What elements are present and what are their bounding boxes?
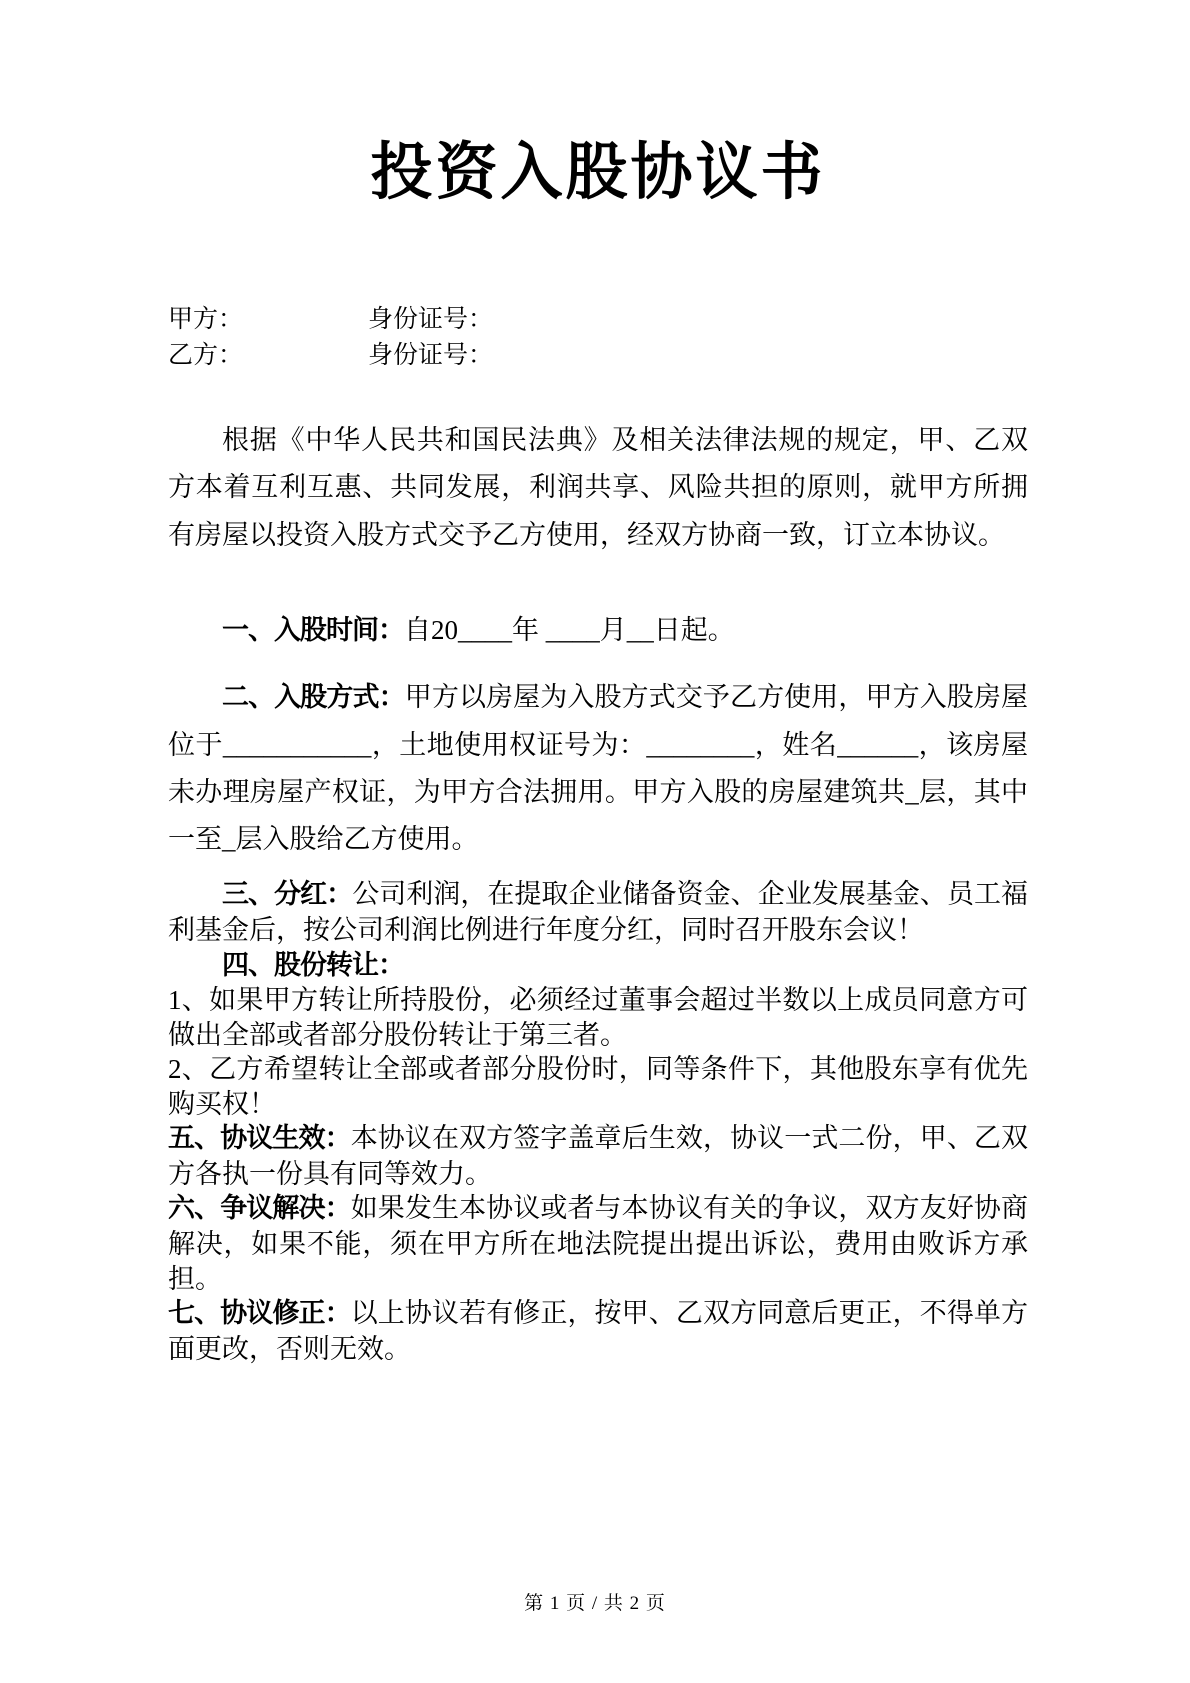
section-7-heading: 七、协议修正： <box>168 1298 351 1330</box>
section-3 <box>168 877 1028 947</box>
section-2-gap <box>168 863 1028 877</box>
section-4-heading: 四、股份转让： <box>222 949 404 981</box>
section-6-body: 如果发生本协议或者与本协议有关的争议，双方友好协商解决，如果不能，须在甲方所在地法院提出提出诉讼，费用由败诉方承担。 <box>168 1193 1029 1294</box>
section-5-body: 本协议在双方签字盖章后生效，协议一式二份，甲、乙双方各执一份具有同等效力。 <box>168 1123 1029 1189</box>
section-5-heading: 五、协议生效： <box>168 1123 351 1155</box>
section-2-heading: 二、入股方式： <box>222 682 405 714</box>
section-7-body: 以上协议若有修正，按甲、乙双方同意后更正，不得单方面更改，否则无效。 <box>168 1298 1029 1364</box>
section-5 <box>168 1121 1028 1191</box>
title-spacer <box>168 206 1028 302</box>
section-7 <box>168 1296 1028 1366</box>
party-label-yifang: 乙方： <box>168 341 244 369</box>
section-1-gap <box>168 648 1028 674</box>
section-4 <box>168 948 1028 984</box>
party-id-label-jiafang: 身份证号： <box>368 306 494 334</box>
section-3-body: 公司利润，在提取企业储备资金、企业发展基金、员工福利基金后，按公司利润比例进行年度分红，同时召开股东会议！ <box>168 879 1029 946</box>
party-block <box>168 302 1028 373</box>
party-id-label-yifang: 身份证号： <box>368 341 494 369</box>
section-1 <box>168 613 1028 649</box>
transfer-item-1: 1、如果甲方转让所持股份，必须经过董事会超过半数以上成员同意方可做出全部或者部分股份转让于第三者。 <box>168 985 1028 1050</box>
section-1-body: 自20____年 ____月__日起。 <box>404 614 735 645</box>
transfer-item-2: 2、乙方希望转让全部或者部分股份时，同等条件下，其他股东享有优先购买权！ <box>168 1054 1028 1119</box>
document-content <box>168 0 1028 1366</box>
party-label-jiafang: 甲方： <box>168 306 244 334</box>
preamble-gap <box>168 559 1028 613</box>
section-2 <box>168 674 1028 863</box>
preamble-paragraph: 根据《中华人民共和国民法典》及相关法律法规的规定，甲、乙双方本着互利互惠、共同发展，利润共享、风险共担的原则，就甲方所拥有房屋以投资入股方式交予乙方使用，经双方协商一致，订立本协议。 <box>168 425 1028 550</box>
section-3-heading: 三、分红： <box>222 879 353 911</box>
page-footer: 第 1 页 / 共 2 页 <box>524 1593 666 1614</box>
party-row-yifang <box>168 338 1028 374</box>
page-title: 投资入股协议书 <box>370 135 826 208</box>
party-row-jiafang <box>168 302 1028 338</box>
section-2-body: 甲方以房屋为入股方式交予乙方使用，甲方入股房屋位于___________，土地使用权证号为：________，姓名______，该房屋未办理房屋产权证，为甲方合法拥用。甲方入股的房屋建筑共_层，其中一至_层入股给乙方使用。 <box>168 682 1029 855</box>
section-1-heading: 一、入股时间： <box>222 614 404 646</box>
section-6 <box>168 1191 1028 1296</box>
section-6-heading: 六、争议解决： <box>168 1193 351 1225</box>
party-spacer <box>168 373 1028 417</box>
